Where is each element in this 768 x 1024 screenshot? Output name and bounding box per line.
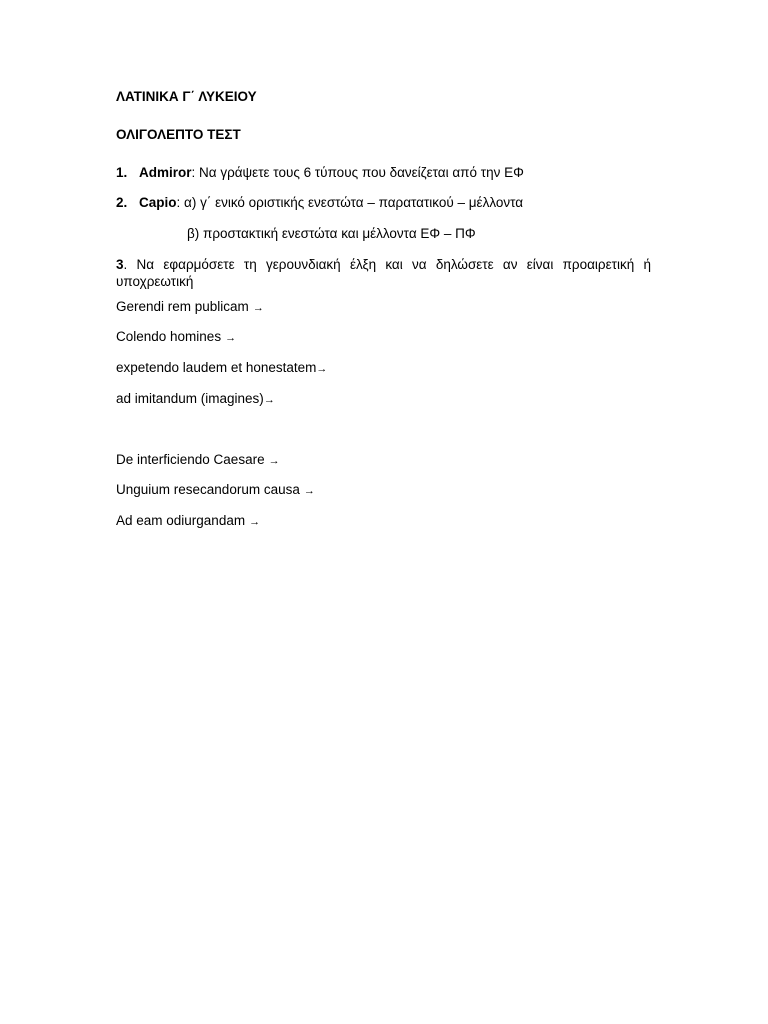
question-3-text: . Να εφαρμόσετε τη γερουνδιακή έλξη και να δηλώσετε αν είναι προαιρετική ή [123, 257, 651, 272]
phrase-text: Colendo homines [116, 329, 222, 344]
arrow-icon: → [316, 363, 328, 375]
phrase-item [116, 328, 236, 347]
question-3-number: 3 [116, 257, 124, 272]
arrow-icon: → [249, 516, 261, 528]
arrow-icon: → [263, 394, 275, 406]
document-page [116, 0, 651, 1024]
phrase-item [116, 359, 327, 378]
phrase-text: Unguium resecandorum causa [116, 482, 300, 497]
phrase-text: ad imitandum (imagines) [116, 391, 264, 406]
phrase-text: Ad eam odiurgandam [116, 513, 246, 528]
question-3-line-2: υποχρεωτική [116, 274, 194, 289]
question-3-line-1 [116, 256, 651, 273]
question-2-part-b: β) προστακτική ενεστώτα και μέλλοντα ΕΦ – ΠΦ [187, 226, 476, 241]
phrase-text: De interficiendo Caesare [116, 452, 265, 467]
phrase-text: Gerendi rem publicam [116, 299, 249, 314]
phrase-item [116, 481, 315, 500]
arrow-icon: → [303, 485, 315, 497]
arrow-icon: → [252, 302, 264, 314]
question-1 [116, 164, 524, 181]
question-2-keyword: Capio [139, 195, 177, 210]
test-title: ΟΛΙΓΟΛΕΠΤΟ ΤΕΣΤ [116, 127, 241, 142]
phrase-item [116, 512, 260, 531]
question-2-part-a: : α) γ΄ ενικό οριστικής ενεστώτα – παρατατικού – μέλλοντα [176, 195, 524, 210]
question-1-keyword: Admiror [139, 165, 192, 180]
phrase-text: expetendo laudem et honestatem [116, 360, 317, 375]
question-1-number: 1. [116, 165, 128, 180]
phrase-item [116, 451, 280, 470]
question-1-text: : Να γράψετε τους 6 τύπους που δανείζεται από την ΕΦ [191, 165, 524, 180]
arrow-icon: → [268, 455, 280, 467]
phrase-item [116, 298, 264, 317]
arrow-icon: → [225, 332, 237, 344]
question-2 [116, 194, 523, 211]
course-title: ΛΑΤΙΝΙΚΑ Γ΄ ΛΥΚΕΙΟΥ [116, 89, 257, 104]
phrase-item [116, 390, 275, 409]
question-2-number: 2. [116, 195, 128, 210]
